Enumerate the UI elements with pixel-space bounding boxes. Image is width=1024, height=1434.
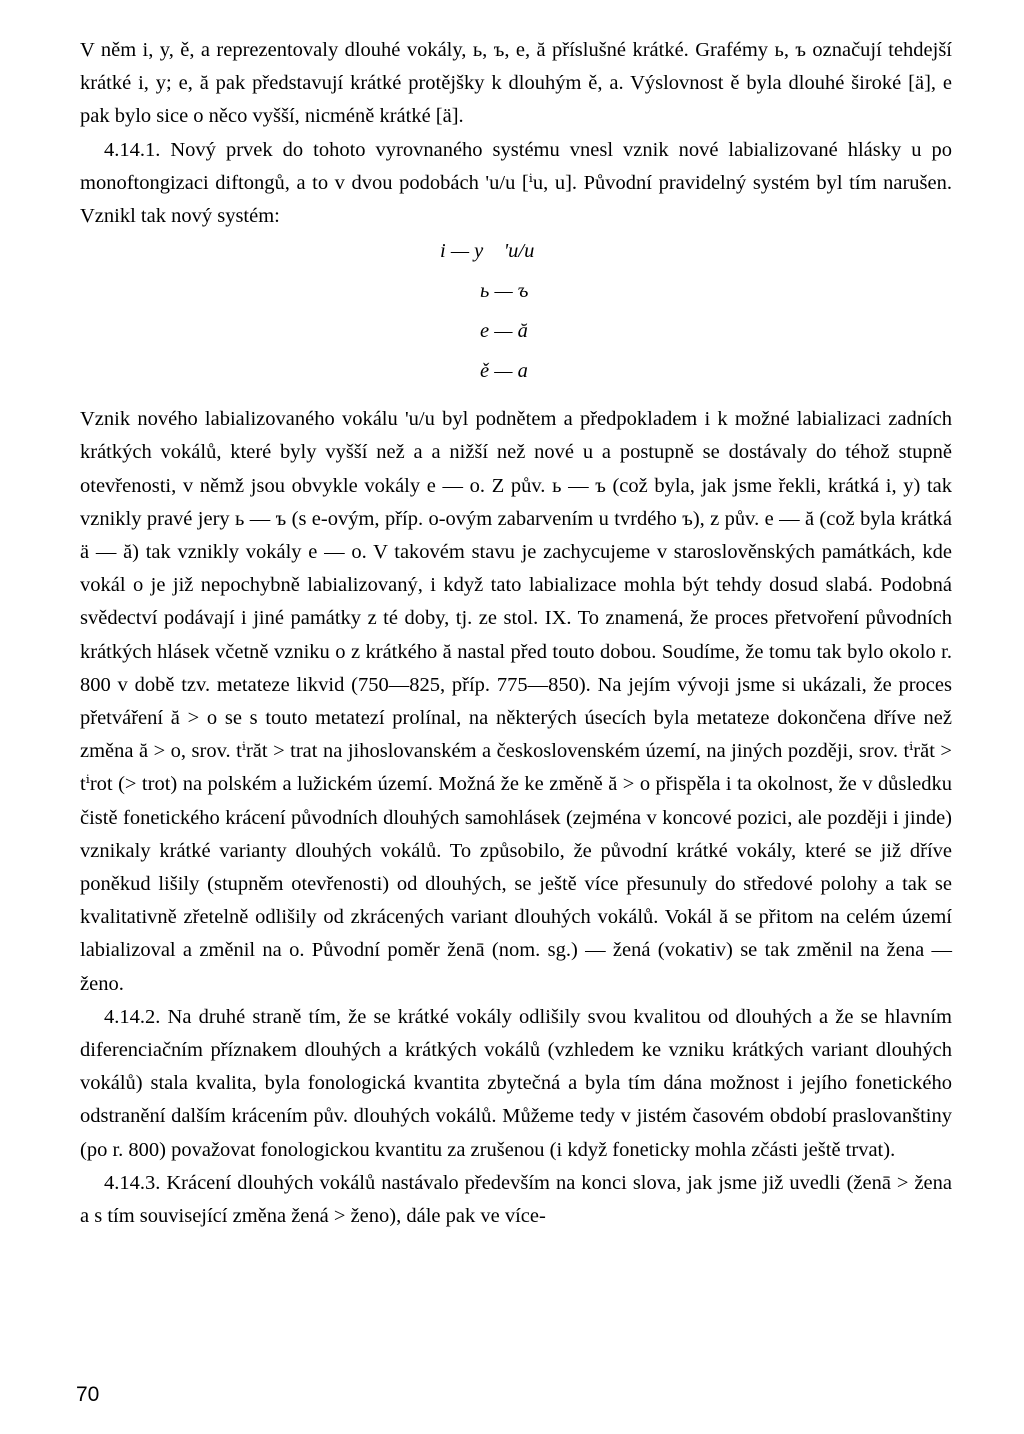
paragraph-intro: V něm i, y, ě, a reprezentovaly dlouhé vokály, ь, ъ, e, ă příslušné krátké. Grafémy ь, ъ označují tehdejší krátké i, y; e, ă pak představují krátké protějšky k dlouhým ě, a. Výslovnost ě byla dlouhé široké [ä], e pak bylo sice o něco vyšší, nicméně krátké [ä]. xyxy=(80,39,952,128)
schema-row-3: e — ă xyxy=(480,320,528,343)
schema-row-2: ь — ъ xyxy=(480,280,529,303)
paragraph-4-14-3: 4.14.3. Krácení dlouhých vokálů nastávalo především na konci slova, jak jsme již uvedli (ženā > žena a s tím související změna žená > ženo), dále pak ve více- xyxy=(80,1171,952,1228)
page-number: 70 xyxy=(76,1383,100,1406)
schema-row-1: i — y 'u/u xyxy=(440,240,535,263)
paragraph-labialization: Vznik nového labializovaného vokálu 'u/u byl podnětem a předpokladem i k možné labializaci zadních krátkých vokálů, které byly vyšší než a a nižší než nové u a postupně se dostávaly do téhož stupně otevřenosti, v němž jsou obvykle vokály e — o. Z pův. ь — ъ (což byla, jak jsme řekli, krátká i, y) tak vznikly pravé jery ь — ъ (s e-ovým, příp. o-ovým zabarvením u tvrdého ъ), z pův. e — ă (což byla krátká ä — ă) tak vznikly vokály e — o. V takovém stavu je zachycujeme v staroslověnských památkách, kde vokál o je již nepochybně labializovaný, i když tato labializace mohla být tehdy dosud slabá. Podobná svědectví podávají i jiné památky z té doby, tj. ze stol. IX. To znamená, že proces přetvoření původních krátkých hlásek včetně vzniku o z krátkého ă nastal před touto dobou. Soudíme, že tomu tak bylo okolo r. 800 v době tzv. metateze likvid (750—825, příp. 775—850). Na jejím vývoji jsme si ukázali, že proces přetváření ă > o se s touto metatezí prolínal, na některých úsecích byla metateze dokončena dříve než změna ă > o, srov. tⁱrăt > trat na jihoslovanském a československém území, na jiných později, srov. tⁱrăt > tⁱrot (> trot) na polském a lužickém území. Možná že ke změně ă > o přispěla i ta okolnost, že v důsledku čistě fonetického krácení původních dlouhých samohlásek (zejména v koncové pozici, ale později i jinde) vznikaly krátké varianty dlouhých vokálů. To způsobilo, že původní krátké vokály, které se již dříve poněkud lišily (stupněm otevřenosti) od dlouhých, se ještě více přesunuly do středové polohy a tak se kvalitativně zřetelně odlišily od zkrácených variant dlouhých vokálů. Vokál ă se přitom na celém území labializoval a změnil na o. Původní poměr ženā (nom. sg.) — žená (vokativ) se tak změnil na žena — ženo. xyxy=(80,408,952,995)
vowel-system-schema xyxy=(80,233,952,403)
paragraph-4-14-2: 4.14.2. Na druhé straně tím, že se krátké vokály odlišily svou kvalitou od dlouhých a že se hlavním diferenciačním příznakem dlouhých a krátkých vokálů (vzhledem ke vzniku krátkých variant dlouhých vokálů) stala kvalita, byla fonologická kvantita zbytečná a byla tím dána možnost i jejího fonetického odstranění dalším krácením pův. dlouhých vokálů. Můžeme tedy v jistém časovém období praslovanštiny (po r. 800) považovat fonologickou kvantitu za zrušenou (i když foneticky mohla zčásti ještě trvat). xyxy=(80,1005,952,1161)
schema-row-4: ě — a xyxy=(480,360,528,383)
paragraph-4-14-1: 4.14.1. Nový prvek do tohoto vyrovnaného systému vnesl vznik nové labializované hlásky u po monoftongizaci diftongů, a to v dvou podobách 'u/u [ⁱu, u]. Původní pravidelný systém byl tím narušen. Vznikl tak nový systém: xyxy=(80,138,952,228)
page-body xyxy=(80,34,952,1233)
